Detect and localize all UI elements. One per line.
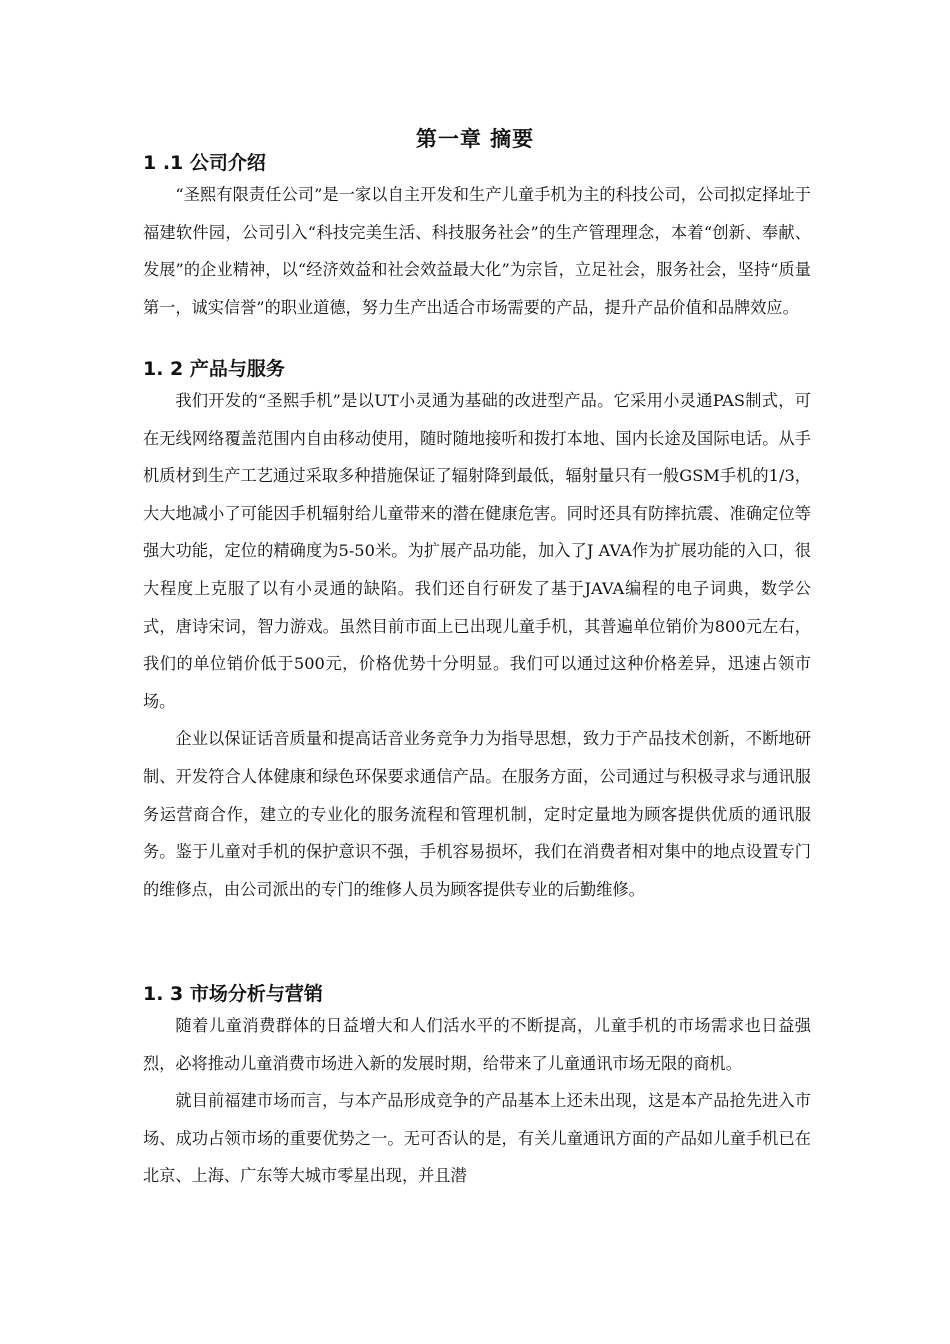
paragraph: 就目前福建市场而言，与本产品形成竞争的产品基本上还未出现，这是本产品抢先进入市场、成功占领市场的重要优势之一。无可否认的是，有关儿童通讯方面的产品如儿童手机已在北京、上海、广东等大城市零星出现，并且潜	[143, 1091, 811, 1186]
section-market-analysis	[143, 981, 811, 1195]
paragraph: 企业以保证话音质量和提高话音业务竞争力为指导思想，致力于产品技术创新，不断地研制、开发符合人体健康和绿色环保要求通信产品。在服务方面，公司通过与积极寻求与通讯服务运营商合作，建立的专业化的服务流程和管理机制，定时定量地为顾客提供优质的通讯服务。鉴于儿童对手机的保护意识不强，手机容易损坏，我们在消费者相对集中的地点设置专门的维修点，由公司派出的专门的维修人员为顾客提供专业的后勤维修。	[143, 729, 811, 899]
section-heading: 1. 3 市场分析与营销	[143, 983, 323, 1005]
paragraph: “圣熙有限责任公司”是一家以自主开发和生产儿童手机为主的科技公司，公司拟定择址于福建软件园，公司引入“科技完美生活、科技服务社会”的生产管理理念，本着“创新、奉献、发展”的企业精神，以“经济效益和社会效益最大化”为宗旨，立足社会，服务社会，坚持“质量第一，诚实信誉”的职业道德，努力生产出适合市场需要的产品，提升产品价值和品牌效应。	[143, 185, 811, 317]
chapter-title: 第一章 摘要	[415, 127, 535, 151]
section-company-intro	[143, 150, 811, 326]
paragraph: 随着儿童消费群体的日益增大和人们活水平的不断提高，儿童手机的市场需求也日益强烈，必将推动儿童消费市场进入新的发展时期，给带来了儿童通讯市场无限的商机。	[143, 1016, 811, 1073]
paragraph: 我们开发的“圣熙手机”是以UT小灵通为基础的改进型产品。它采用小灵通PAS制式，可在无线网络覆盖范围内自由移动使用，随时随地接听和拨打本地、国内长途及国际电话。从手机质材到生产工艺通过采取多种措施保证了辐射降到最低，辐射量只有一般GSM手机的1/3，大大地减小了可能因手机辐射给儿童带来的潜在健康危害。同时还具有防摔抗震、准确定位等强大功能，定位的精确度为5-50米。为扩展产品功能，加入了J AVA作为扩展功能的入口，很大程度上克服了以有小灵通的缺陷。我们还自行研发了基于JAVA编程的电子词典，数学公式，唐诗宋词，智力游戏。虽然目前市面上已出现儿童手机，其普遍单位销价为800元左右，我们的单位销价低于500元，价格优势十分明显。我们可以通过这种价格差异，迅速占领市场。	[143, 391, 811, 711]
section-heading: 1 .1 公司介绍	[143, 152, 266, 174]
section-products-services	[143, 356, 811, 908]
section-heading: 1. 2 产品与服务	[143, 358, 285, 380]
